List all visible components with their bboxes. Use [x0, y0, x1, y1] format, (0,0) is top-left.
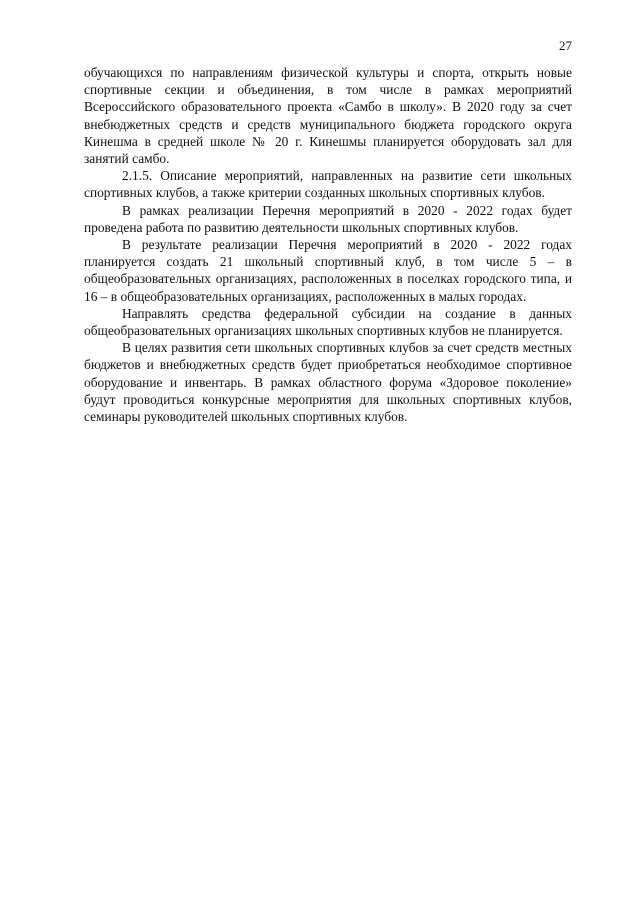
- paragraph: В целях развития сети школьных спортивных клубов за счет средств местных бюджетов и внебюджетных средств будет приобретаться необходимое спортивное оборудование и инвентарь. В рамках областного форума «Здоровое поколение» будут проводиться конкурсные мероприятия для школьных спортивных клубов, семинары руководителей школьных спортивных клубов.: [84, 340, 572, 425]
- document-body: [84, 64, 572, 425]
- paragraph: В результате реализации Перечня мероприятий в 2020 - 2022 годах планируется создать 21 школьный спортивный клуб, в том числе 5 – в общеобразовательных организациях, расположенных в поселках городского типа, и 16 – в общеобразовательных организациях, расположенных в малых городах.: [84, 237, 572, 304]
- page-number: 27: [559, 38, 572, 53]
- paragraph: Направлять средства федеральной субсидии на создание в данных общеобразовательных организациях школьных спортивных клубов не планируется.: [84, 305, 572, 339]
- paragraph-continuation: обучающихся по направлениям физической культуры и спорта, открыть новые спортивные секции и объединения, в том числе в рамках мероприятий Всероссийского образовательного проекта «Самбо в школу». В 2020 году за счет внебюджетных средств и средств муниципального бюджета городского округа Кинешма в средней школе № 20 г. Кинешмы планируется оборудовать зал для занятий самбо.: [84, 65, 572, 167]
- paragraph-section-2-1-5: 2.1.5. Описание мероприятий, направленных на развитие сети школьных спортивных клубов, а также критерии созданных школьных спортивных клубов.: [84, 168, 572, 201]
- paragraph: В рамках реализации Перечня мероприятий в 2020 - 2022 годах будет проведена работа по развитию деятельности школьных спортивных клубов.: [84, 202, 572, 235]
